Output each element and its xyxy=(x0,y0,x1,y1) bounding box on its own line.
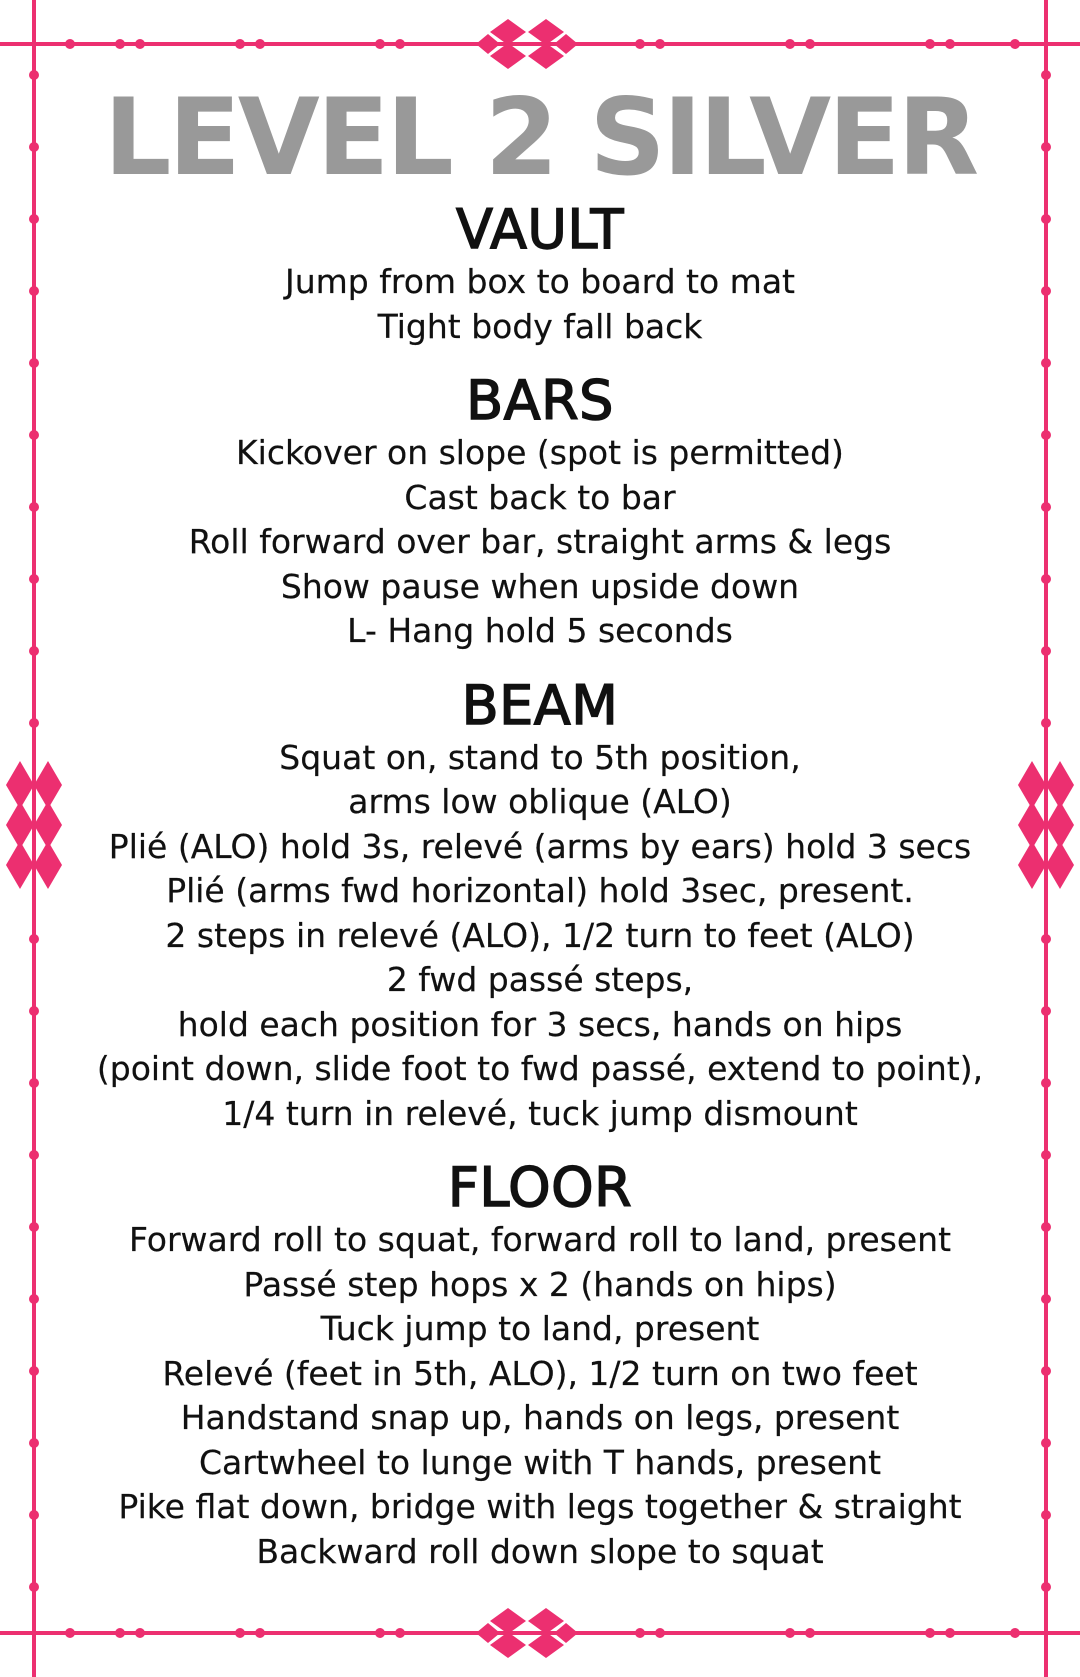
ornament-diamond xyxy=(1046,841,1074,889)
border-dot xyxy=(1041,1582,1051,1592)
list-item: L- Hang hold 5 seconds xyxy=(347,611,733,650)
border-dot xyxy=(29,1222,39,1232)
border-dot xyxy=(29,1078,39,1088)
border-dot xyxy=(29,502,39,512)
border-dot xyxy=(235,1628,245,1638)
content xyxy=(40,200,1040,1574)
border-dot xyxy=(395,39,405,49)
border-dot xyxy=(29,1438,39,1448)
border-dot xyxy=(375,39,385,49)
border-dot xyxy=(1041,358,1051,368)
border-dot xyxy=(945,39,955,49)
list-item: Tuck jump to land, present xyxy=(320,1309,760,1348)
border-dot xyxy=(29,646,39,656)
section-heading-beam: BEAM xyxy=(461,673,619,737)
border-dot xyxy=(1041,502,1051,512)
list-item: Roll forward over bar, straight arms & legs xyxy=(188,522,892,561)
border-dot xyxy=(29,934,39,944)
border-dot xyxy=(115,39,125,49)
list-item: Kickover on slope (spot is permitted) xyxy=(236,433,844,472)
border-dot xyxy=(29,1510,39,1520)
border-dot xyxy=(135,39,145,49)
border-dot xyxy=(805,1628,815,1638)
border-dot xyxy=(29,1150,39,1160)
border-dot xyxy=(1041,574,1051,584)
page-title: LEVEL 2 SILVER xyxy=(103,76,977,199)
border-dot xyxy=(29,718,39,728)
border-dot xyxy=(1041,1438,1051,1448)
border-dot xyxy=(785,1628,795,1638)
border-dot xyxy=(635,1628,645,1638)
list-item: 2 fwd passé steps, xyxy=(386,960,694,999)
list-item: Pike flat down, bridge with legs together & straight xyxy=(118,1487,962,1526)
border-dot xyxy=(255,1628,265,1638)
border-dot xyxy=(1041,430,1051,440)
border-dot xyxy=(655,39,665,49)
border-dot xyxy=(1041,934,1051,944)
border-dot xyxy=(29,358,39,368)
border-dot xyxy=(1041,1150,1051,1160)
list-item: Tight body fall back xyxy=(377,306,703,346)
ornament-diamond xyxy=(476,1623,500,1643)
border-dot xyxy=(945,1628,955,1638)
list-item: Cartwheel to lunge with T hands, present xyxy=(198,1442,882,1482)
section-lines-floor xyxy=(40,1218,1040,1574)
list-item: Plié (arms fwd horizontal) hold 3sec, present. xyxy=(166,871,914,910)
border-dot xyxy=(1041,1078,1051,1088)
section-heading-floor: FLOOR xyxy=(447,1156,633,1219)
border-dot xyxy=(395,1628,405,1638)
border-dot xyxy=(925,39,935,49)
border-dot xyxy=(135,1628,145,1638)
list-item: Relevé (feet in 5th, ALO), 1/2 turn on two feet xyxy=(162,1353,918,1393)
border-dot xyxy=(1041,646,1051,656)
border-dot xyxy=(65,39,75,49)
border-dot xyxy=(1041,1366,1051,1376)
list-item: Plié (ALO) hold 3s, relevé (arms by ears) hold 3 secs xyxy=(108,826,972,866)
list-item: Jump from box to board to mat xyxy=(285,262,795,301)
list-item: Forward roll to squat, forward roll to land, present xyxy=(128,1220,952,1259)
border-dot xyxy=(115,1628,125,1638)
border-dot xyxy=(1041,1294,1051,1304)
border-dot xyxy=(1041,718,1051,728)
section-heading-bars: BARS xyxy=(466,369,614,432)
list-item: Cast back to bar xyxy=(404,477,676,517)
section-vault xyxy=(40,200,1040,349)
border-dot xyxy=(29,1366,39,1376)
list-item: (point down, slide foot to fwd passé, extend to point), xyxy=(96,1049,984,1088)
section-heading-vault: VAULT xyxy=(455,198,625,261)
list-item: Handstand snap up, hands on legs, present xyxy=(180,1398,900,1437)
border-dot xyxy=(785,39,795,49)
list-item: Show pause when upside down xyxy=(280,566,800,606)
list-item: hold each position for 3 secs, hands on hips xyxy=(177,1004,903,1044)
border-dot xyxy=(925,1628,935,1638)
border-dot xyxy=(235,39,245,49)
border-dot xyxy=(375,1628,385,1638)
list-item: Squat on, stand to 5th position, xyxy=(279,737,801,777)
ornament-diamond xyxy=(554,1623,578,1643)
section-lines-bars xyxy=(40,431,1040,654)
border-dot xyxy=(29,1294,39,1304)
border-dot xyxy=(29,286,39,296)
section-floor xyxy=(40,1158,1040,1574)
border-dot xyxy=(255,39,265,49)
ornament-diamond xyxy=(476,34,500,54)
list-item: Backward roll down slope to squat xyxy=(256,1531,824,1571)
border-dot xyxy=(65,1628,75,1638)
border-dot xyxy=(1041,214,1051,224)
border-dot xyxy=(655,1628,665,1638)
border-dot xyxy=(29,1582,39,1592)
section-lines-vault xyxy=(40,260,1040,349)
border-dot xyxy=(1041,1006,1051,1016)
list-item: Passé step hops x 2 (hands on hips) xyxy=(243,1264,837,1304)
border-dot xyxy=(29,214,39,224)
list-item: 1/4 turn in relevé, tuck jump dismount xyxy=(222,1093,858,1133)
ornament-diamond xyxy=(554,34,578,54)
section-beam xyxy=(40,673,1040,1137)
border-dot xyxy=(635,39,645,49)
border-dot xyxy=(29,1006,39,1016)
border-dot xyxy=(29,430,39,440)
list-item: arms low oblique (ALO) xyxy=(348,782,732,821)
section-lines-beam xyxy=(40,736,1040,1137)
border-dot xyxy=(1010,1628,1020,1638)
border-dot xyxy=(29,574,39,584)
border-dot xyxy=(1041,1222,1051,1232)
list-item: 2 steps in relevé (ALO), 1/2 turn to feet (ALO) xyxy=(165,915,915,955)
border-dot xyxy=(1041,1510,1051,1520)
border-dot xyxy=(1041,286,1051,296)
border-dot xyxy=(1010,39,1020,49)
ornament-diamond xyxy=(6,841,34,889)
section-bars xyxy=(40,371,1040,654)
border-dot xyxy=(805,39,815,49)
